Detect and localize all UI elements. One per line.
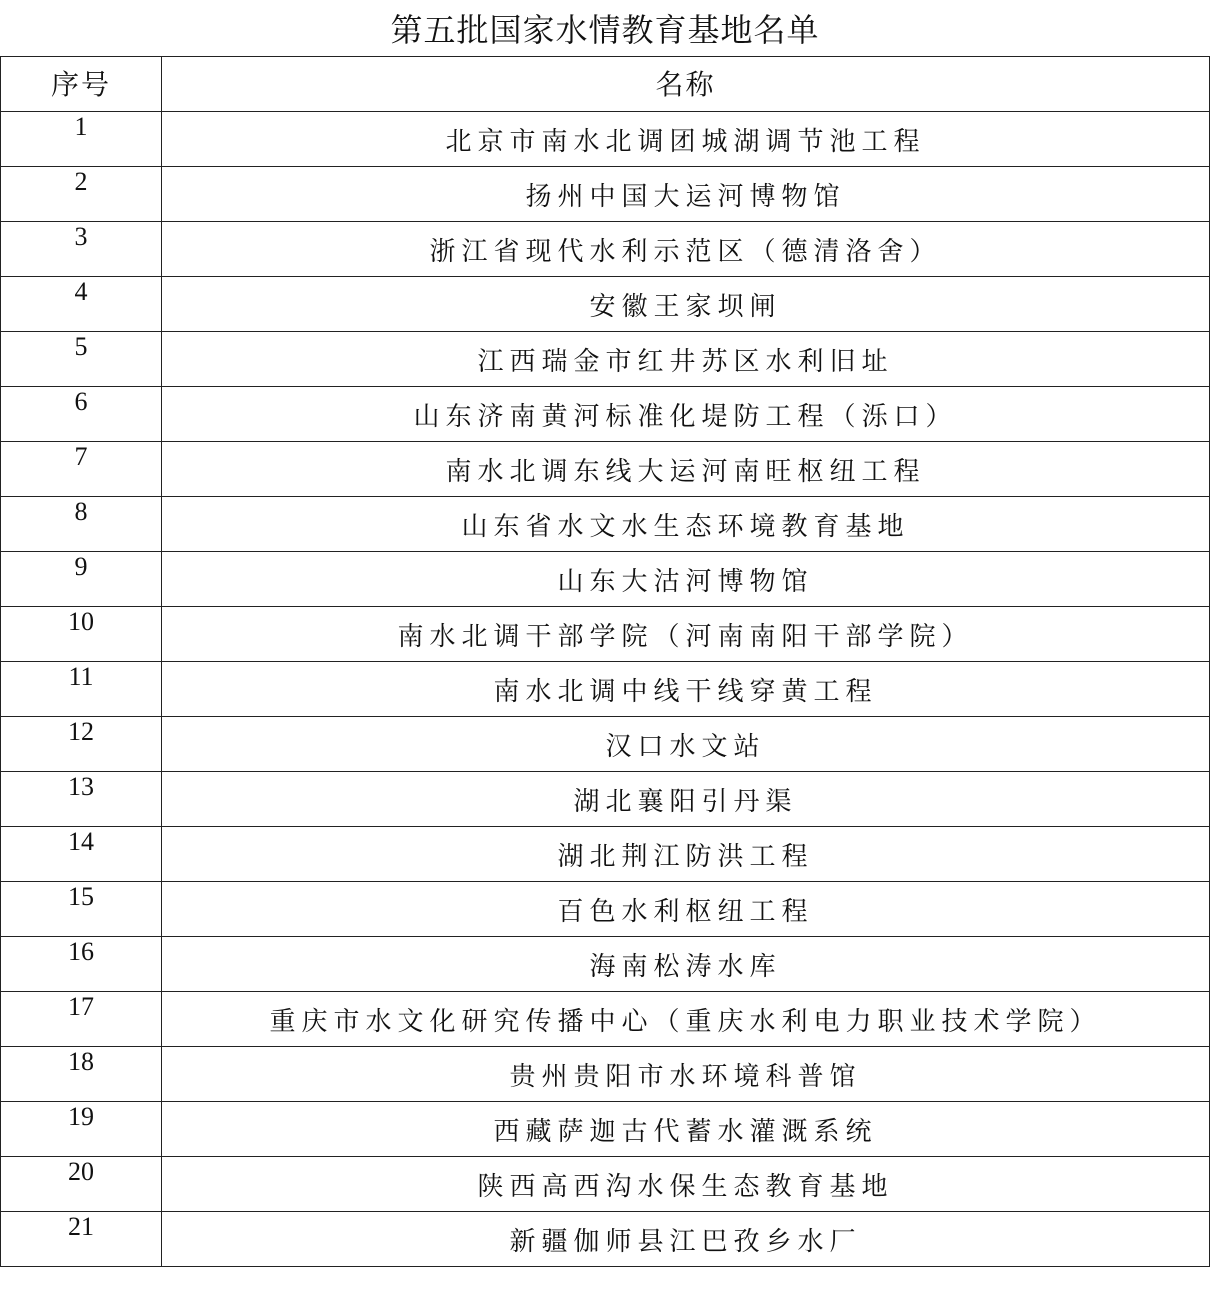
base-name: 扬州中国大运河博物馆 bbox=[162, 167, 1210, 222]
base-name: 山东大沽河博物馆 bbox=[162, 552, 1210, 607]
header-row bbox=[1, 57, 1210, 112]
table-row bbox=[1, 1212, 1210, 1267]
row-number: 21 bbox=[1, 1212, 162, 1267]
base-name: 山东省水文水生态环境教育基地 bbox=[162, 497, 1210, 552]
table-row bbox=[1, 167, 1210, 222]
base-name: 新疆伽师县江巴孜乡水厂 bbox=[162, 1212, 1210, 1267]
base-name: 南水北调中线干线穿黄工程 bbox=[162, 662, 1210, 717]
table-row bbox=[1, 497, 1210, 552]
base-name: 贵州贵阳市水环境科普馆 bbox=[162, 1047, 1210, 1102]
roster-table bbox=[0, 56, 1210, 1267]
table-row bbox=[1, 552, 1210, 607]
base-name: 百色水利枢纽工程 bbox=[162, 882, 1210, 937]
header-index: 序号 bbox=[1, 57, 162, 112]
row-number: 12 bbox=[1, 717, 162, 772]
base-name: 安徽王家坝闸 bbox=[162, 277, 1210, 332]
table-row bbox=[1, 112, 1210, 167]
row-number: 20 bbox=[1, 1157, 162, 1212]
row-number: 14 bbox=[1, 827, 162, 882]
table-row bbox=[1, 937, 1210, 992]
row-number: 17 bbox=[1, 992, 162, 1047]
base-name: 西藏萨迦古代蓄水灌溉系统 bbox=[162, 1102, 1210, 1157]
table-row bbox=[1, 717, 1210, 772]
row-number: 10 bbox=[1, 607, 162, 662]
row-number: 3 bbox=[1, 222, 162, 277]
table-row bbox=[1, 1157, 1210, 1212]
table-row bbox=[1, 277, 1210, 332]
base-name: 南水北调干部学院（河南南阳干部学院） bbox=[162, 607, 1210, 662]
base-name: 北京市南水北调团城湖调节池工程 bbox=[162, 112, 1210, 167]
row-number: 5 bbox=[1, 332, 162, 387]
row-number: 16 bbox=[1, 937, 162, 992]
table-row bbox=[1, 1047, 1210, 1102]
base-name: 湖北荆江防洪工程 bbox=[162, 827, 1210, 882]
row-number: 7 bbox=[1, 442, 162, 497]
table-header bbox=[1, 57, 1210, 112]
base-name: 汉口水文站 bbox=[162, 717, 1210, 772]
base-name: 南水北调东线大运河南旺枢纽工程 bbox=[162, 442, 1210, 497]
base-name: 山东济南黄河标准化堤防工程（泺口） bbox=[162, 387, 1210, 442]
base-name: 江西瑞金市红井苏区水利旧址 bbox=[162, 332, 1210, 387]
table-row bbox=[1, 662, 1210, 717]
table-row bbox=[1, 992, 1210, 1047]
table-row bbox=[1, 332, 1210, 387]
row-number: 8 bbox=[1, 497, 162, 552]
base-name: 海南松涛水库 bbox=[162, 937, 1210, 992]
table-row bbox=[1, 607, 1210, 662]
table-row bbox=[1, 442, 1210, 497]
table-row bbox=[1, 1102, 1210, 1157]
table-row bbox=[1, 827, 1210, 882]
base-name: 重庆市水文化研究传播中心（重庆水利电力职业技术学院） bbox=[162, 992, 1210, 1047]
row-number: 15 bbox=[1, 882, 162, 937]
base-name: 陕西高西沟水保生态教育基地 bbox=[162, 1157, 1210, 1212]
row-number: 2 bbox=[1, 167, 162, 222]
base-name: 浙江省现代水利示范区（德清洛舍） bbox=[162, 222, 1210, 277]
row-number: 19 bbox=[1, 1102, 162, 1157]
table-row bbox=[1, 222, 1210, 277]
row-number: 13 bbox=[1, 772, 162, 827]
row-number: 6 bbox=[1, 387, 162, 442]
header-name: 名称 bbox=[162, 57, 1210, 112]
row-number: 9 bbox=[1, 552, 162, 607]
table-body bbox=[1, 112, 1210, 1267]
row-number: 4 bbox=[1, 277, 162, 332]
base-name: 湖北襄阳引丹渠 bbox=[162, 772, 1210, 827]
row-number: 11 bbox=[1, 662, 162, 717]
row-number: 1 bbox=[1, 112, 162, 167]
row-number: 18 bbox=[1, 1047, 162, 1102]
page-title: 第五批国家水情教育基地名单 bbox=[390, 11, 820, 49]
table-row bbox=[1, 387, 1210, 442]
table-row bbox=[1, 772, 1210, 827]
table-row bbox=[1, 882, 1210, 937]
